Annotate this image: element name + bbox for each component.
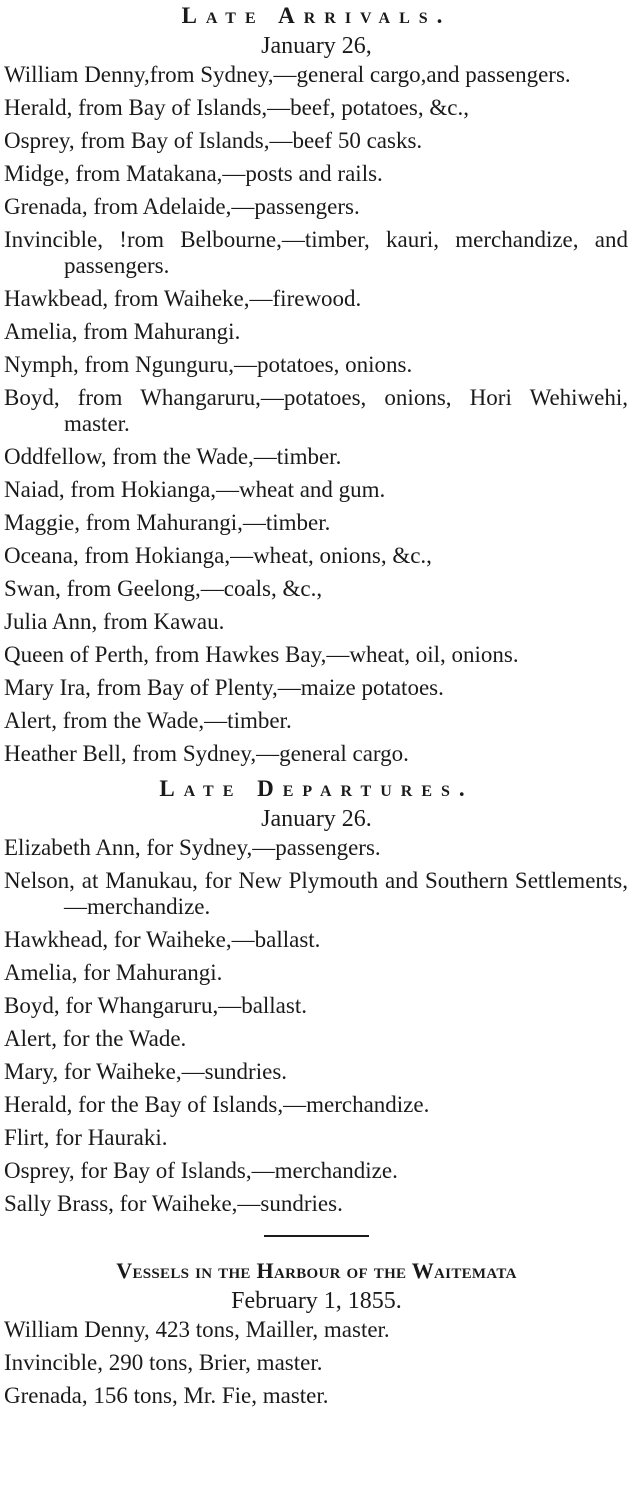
arrival-entry: Nymph, from Ngunguru,—potatoes, onions. [4,352,413,377]
departure-entry: Hawkhead, for Waiheke,—ballast. [4,927,321,952]
harbour-vessels-section [0,1257,633,1409]
departure-entry: Flirt, for Hauraki. [4,1125,168,1150]
departure-entry: Alert, for the Wade. [4,1026,187,1051]
departure-entry: Herald, for the Bay of Islands,—merchandize. [4,1092,430,1117]
departure-entry: Boyd, for Whangaruru,—ballast. [4,993,307,1018]
arrival-entry: Herald, from Bay of Islands,—beef, potatoes, &c., [4,95,469,120]
vessel-entry: Invincible, 290 tons, Brier, master. [4,1350,323,1375]
arrival-entry: Heather Bell, from Sydney,—general cargo. [4,741,409,766]
vessel-entry: Grenada, 156 tons, Mr. Fie, master. [4,1383,329,1408]
arrival-entry: Maggie, from Mahurangi,—timber. [4,510,331,535]
arrival-entry: Mary Ira, from Bay of Plenty,—maize potatoes. [4,675,444,700]
arrival-entry: Midge, from Matakana,—posts and rails. [4,161,383,186]
arrival-entry: Invincible, !rom Belbourne,—timber, kauri, merchandize, and passengers. [4,227,628,278]
departure-entry: Amelia, for Mahurangi. [4,960,223,985]
late-arrivals-heading: Late Arrivals. [181,3,452,28]
arrival-entry: Osprey, from Bay of Islands,—beef 50 casks. [4,128,423,153]
arrival-entry: Alert, from the Wade,—timber. [4,708,292,733]
arrival-entry: Oceana, from Hokianga,—wheat, onions, &c., [4,543,432,568]
harbour-vessels-heading: Vessels in the Harbour of the Waitemata [116,1258,517,1283]
arrival-entry: Boyd, from Whangaruru,—potatoes, onions, Hori Wehiwehi, master. [4,385,628,436]
departure-entry: Elizabeth Ann, for Sydney,—passengers. [4,835,381,860]
late-arrivals-date: January 26, [261,33,372,59]
arrival-entry: Swan, from Geelong,—coals, &c., [4,576,323,601]
late-departures-heading: Late Departures. [159,776,474,801]
section-divider [264,1235,369,1237]
departure-entry: Osprey, for Bay of Islands,—merchandize. [4,1158,398,1183]
arrival-entry: Grenada, from Adelaide,—passengers. [4,194,360,219]
harbour-vessels-date: February 1, 1855. [231,1288,402,1314]
late-departures-date: January 26. [261,806,372,832]
arrival-entry: Julia Ann, from Kawau. [4,609,225,634]
vessel-entry: William Denny, 423 tons, Mailler, master. [4,1317,390,1342]
arrival-entry: Amelia, from Mahurangi. [4,319,241,344]
arrival-entry: Queen of Perth, from Hawkes Bay,—wheat, oil, onions. [4,642,519,667]
departure-entry: Sally Brass, for Waiheke,—sundries. [4,1191,343,1216]
arrival-entry: Oddfellow, from the Wade,—timber. [4,444,342,469]
arrival-entry: Naiad, from Hokianga,—wheat and gum. [4,477,386,502]
arrival-entry: William Denny,from Sydney,—general cargo,and passengers. [4,62,571,87]
arrival-entry: Hawkbead, from Waiheke,—firewood. [4,286,362,311]
departure-entry: Mary, for Waiheke,—sundries. [4,1059,288,1084]
late-departures-section [0,775,633,1217]
departure-entry: Nelson, at Manukau, for New Plymouth and Southern Settlements,—merchandize. [4,868,628,919]
